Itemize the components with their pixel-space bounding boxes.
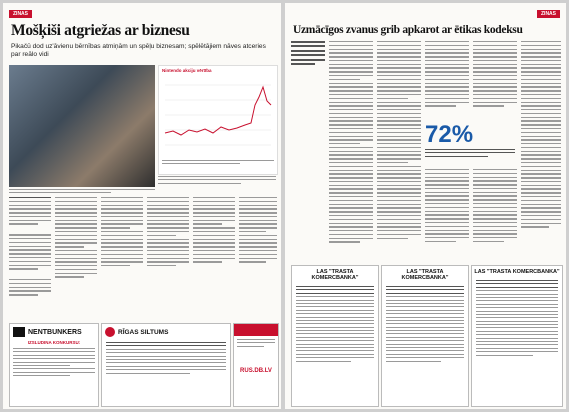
bank-ad-3-title: LAS "TRASTA KOMERCBANKA" <box>474 269 560 275</box>
body-column-1 <box>329 41 373 245</box>
body-column-5 <box>193 197 235 265</box>
body-column-3 <box>425 41 469 109</box>
photo-caption <box>9 189 155 196</box>
ad-nentbunkers <box>9 323 99 407</box>
body-column-4b <box>473 169 517 245</box>
right-page <box>285 3 566 409</box>
big-stat-caption <box>425 149 515 159</box>
nentbunkers-ad-title: IZSLUDINA KONKURSU: <box>27 340 81 345</box>
bank-ad-1 <box>291 265 379 407</box>
body-column-2 <box>55 197 97 280</box>
ad-rigas-siltums <box>101 323 231 407</box>
rigas-siltums-logo-icon <box>105 327 115 337</box>
body-column-4 <box>473 41 517 109</box>
left-page <box>3 3 281 409</box>
article-photo <box>9 65 155 187</box>
rigas-siltums-brand: RĪGAS SILTUMS <box>118 328 169 336</box>
crosshead-1 <box>9 227 51 232</box>
body-column-3 <box>101 197 143 269</box>
nentbunkers-logo-icon <box>13 327 25 337</box>
body-column-3b <box>425 169 469 245</box>
section-tag: ZINAS <box>9 10 32 18</box>
left-topbar <box>9 10 36 18</box>
pull-quote <box>291 41 325 67</box>
bank-ad-2 <box>381 265 469 407</box>
crosshead-2 <box>9 272 51 277</box>
bank-ad-3 <box>471 265 563 407</box>
body-column-1 <box>9 197 51 298</box>
ad-vid <box>233 323 279 407</box>
stock-chart <box>159 75 277 160</box>
nentbunkers-brand: NENTBUNKERS <box>28 328 82 336</box>
body-column-6 <box>239 197 277 265</box>
right-topbar <box>529 10 560 18</box>
bank-ad-1-title: LAS "TRASTA KOMERCBANKA" <box>311 269 359 281</box>
article-subhead: Pikačū dod uz'āvienu bērnības atmiņām un spēļu biznesam; spēlētājiem nāves atceries par reālo vidi <box>11 43 266 58</box>
body-column-2 <box>377 41 421 241</box>
chart-caption <box>158 176 276 186</box>
big-stat-number: 72% <box>425 121 474 148</box>
section-tag: ZINAS <box>537 10 560 18</box>
chart-title: Nintendo akciju vērtība <box>162 68 212 73</box>
article-headline: Uzmācīgos zvanus grib apkarot ar ētikas kodeksu <box>293 24 523 36</box>
stock-line <box>165 87 271 135</box>
body-column-4 <box>147 197 189 269</box>
chart-note <box>159 160 277 164</box>
vid-ad-title: RUS.DB.LV <box>240 368 272 375</box>
body-column-5 <box>521 41 561 230</box>
article-headline: Mošķiši atgriežas ar biznesu <box>11 22 190 39</box>
chart-box <box>158 65 278 175</box>
bank-ad-2-title: LAS "TRASTA KOMERCBANKA" <box>401 269 449 281</box>
